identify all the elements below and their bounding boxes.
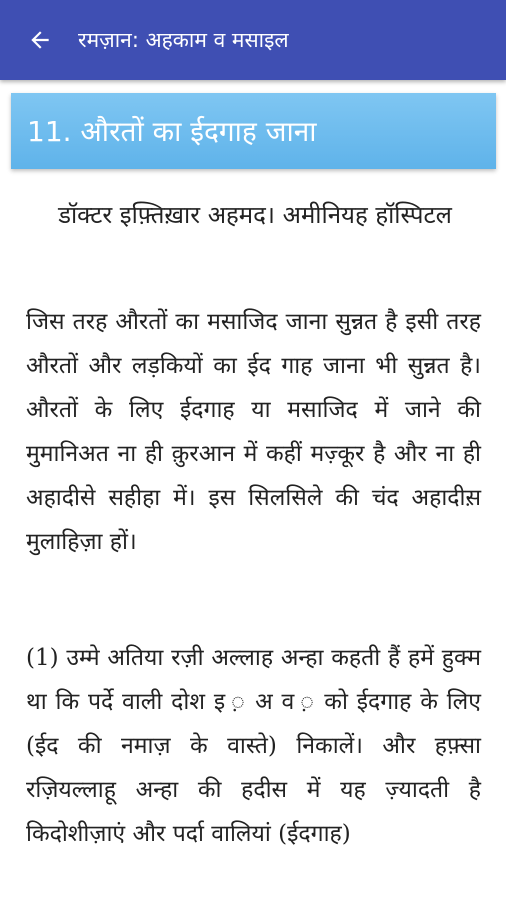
back-button[interactable] <box>0 0 80 80</box>
app-title: रमज़ान: अहकाम व मसाइल <box>78 28 289 52</box>
article-paragraph: (1) उम्मे अतिया रज़ी अल्लाह अन्हा कहती हैं हमें हुक्म था कि पर्दे वाली दोश इ ़ अ व ़ को ईदगाह के लिए (ईद की नमाज़ के वास्ते) निकालें। और हफ़्सा रज़ियल्लाहू अन्हा की हदीस में यह ज़्यादती है किदोशीज़ाएं और पर्दा वालियां (ईदगाह) <box>26 645 481 847</box>
article-content[interactable] <box>0 80 506 900</box>
article-paragraph: जिस तरह औरतों का मसाजिद जाना सुन्नत है इसी तरह औरतों और लड़कियों का ईद गाह जाना भी सुन्नत है। औरतों के लिए ईदगाह या मसाजिद में जाने की मुमानिअत ना ही क़ुरआन में कहीं मज़्कूर है और ना ही अहादीसे सहीहा में। इस सिलसिले की चंद अहादीस़ मुलाहिज़ा हों। <box>26 309 481 555</box>
article-author: डॉक्टर इफ़्तिख़ार अहमद। अमीनियह हॉस्पिटल <box>58 201 452 229</box>
back-arrow-icon <box>27 27 53 53</box>
chapter-title: 11. औरतों का ईदगाह जाना <box>27 115 317 148</box>
app-bar <box>0 0 506 80</box>
chapter-header <box>11 93 496 169</box>
